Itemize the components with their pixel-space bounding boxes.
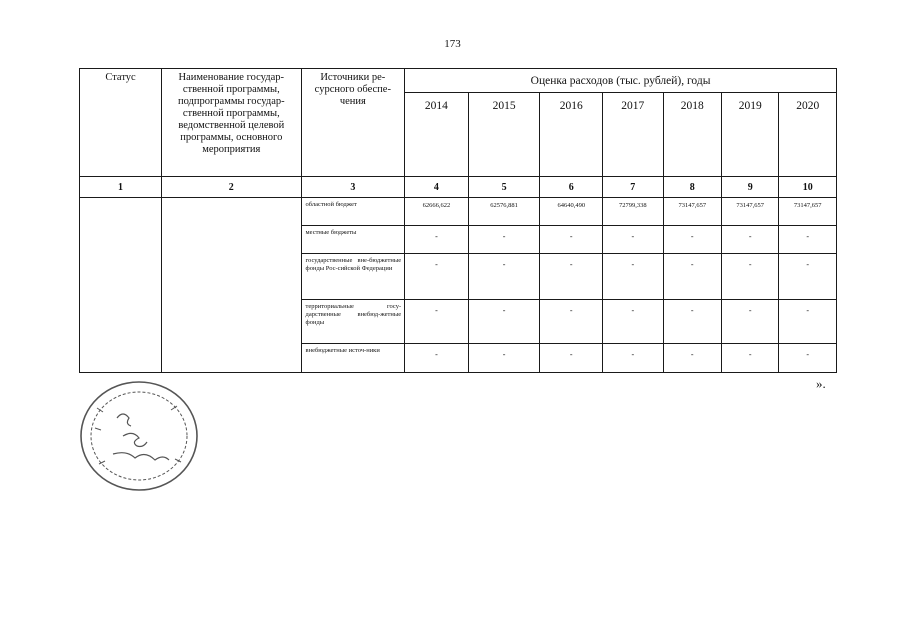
value-cell: - (663, 344, 721, 373)
year-header: 2017 (603, 93, 664, 177)
value-cell: - (603, 344, 664, 373)
value-cell: - (468, 254, 540, 300)
header-status: Статус (80, 69, 162, 177)
column-number: 10 (779, 177, 837, 198)
value-cell: - (540, 344, 603, 373)
column-number: 8 (663, 177, 721, 198)
header-program-name: Наименование государ-ственной программы, подпрограммы государ-ственной программы, ведомственной целевой программы, основного мероприятия (162, 69, 301, 177)
value-cell: - (540, 226, 603, 254)
value-cell: 73147,657 (779, 198, 837, 226)
column-number: 1 (80, 177, 162, 198)
year-header: 2018 (663, 93, 721, 177)
column-number: 3 (301, 177, 405, 198)
column-number: 9 (721, 177, 778, 198)
value-cell: - (721, 254, 778, 300)
program-name-cell (162, 198, 301, 373)
year-header: 2019 (721, 93, 778, 177)
value-cell: - (603, 226, 664, 254)
budget-table (79, 68, 837, 373)
value-cell: - (779, 344, 837, 373)
value-cell: - (663, 300, 721, 344)
value-cell: - (663, 254, 721, 300)
value-cell: - (405, 344, 469, 373)
closing-quote-mark: ». (816, 376, 826, 391)
value-cell: 62666,622 (405, 198, 469, 226)
value-cell: - (779, 254, 837, 300)
year-header: 2020 (779, 93, 837, 177)
header-sources: Источники ре-сурсного обеспе-чения (301, 69, 405, 177)
value-cell: 73147,657 (663, 198, 721, 226)
value-cell: - (405, 300, 469, 344)
value-cell: - (540, 300, 603, 344)
source-cell: областной бюджет (301, 198, 405, 226)
source-cell: государственные вне-бюджетные фонды Рос-сийской Федерации (301, 254, 405, 300)
value-cell: - (540, 254, 603, 300)
value-cell: 73147,657 (721, 198, 778, 226)
value-cell: 72799,338 (603, 198, 664, 226)
value-cell: - (603, 254, 664, 300)
table-row (80, 198, 837, 226)
year-header: 2015 (468, 93, 540, 177)
source-cell: внебюджетные источ-ники (301, 344, 405, 373)
value-cell: - (405, 226, 469, 254)
value-cell: 64640,490 (540, 198, 603, 226)
column-number: 2 (162, 177, 301, 198)
value-cell: - (721, 300, 778, 344)
header-estimate: Оценка расходов (тыс. рублей), годы (405, 69, 837, 93)
source-cell: территориальные госу-дарственные внебюд-жетные фонды (301, 300, 405, 344)
value-cell: - (468, 226, 540, 254)
value-cell: - (663, 226, 721, 254)
year-header: 2014 (405, 93, 469, 177)
value-cell: 62576,881 (468, 198, 540, 226)
page-number: 173 (444, 38, 461, 50)
column-number: 4 (405, 177, 469, 198)
value-cell: - (603, 300, 664, 344)
value-cell: - (721, 344, 778, 373)
status-cell (80, 198, 162, 373)
column-number: 7 (603, 177, 664, 198)
year-header: 2016 (540, 93, 603, 177)
column-number: 5 (468, 177, 540, 198)
value-cell: - (405, 254, 469, 300)
value-cell: - (468, 300, 540, 344)
value-cell: - (468, 344, 540, 373)
value-cell: - (779, 226, 837, 254)
value-cell: - (721, 226, 778, 254)
official-seal-stamp (77, 378, 207, 496)
value-cell: - (779, 300, 837, 344)
column-number-row (80, 177, 837, 198)
column-number: 6 (540, 177, 603, 198)
source-cell: местные бюджеты (301, 226, 405, 254)
